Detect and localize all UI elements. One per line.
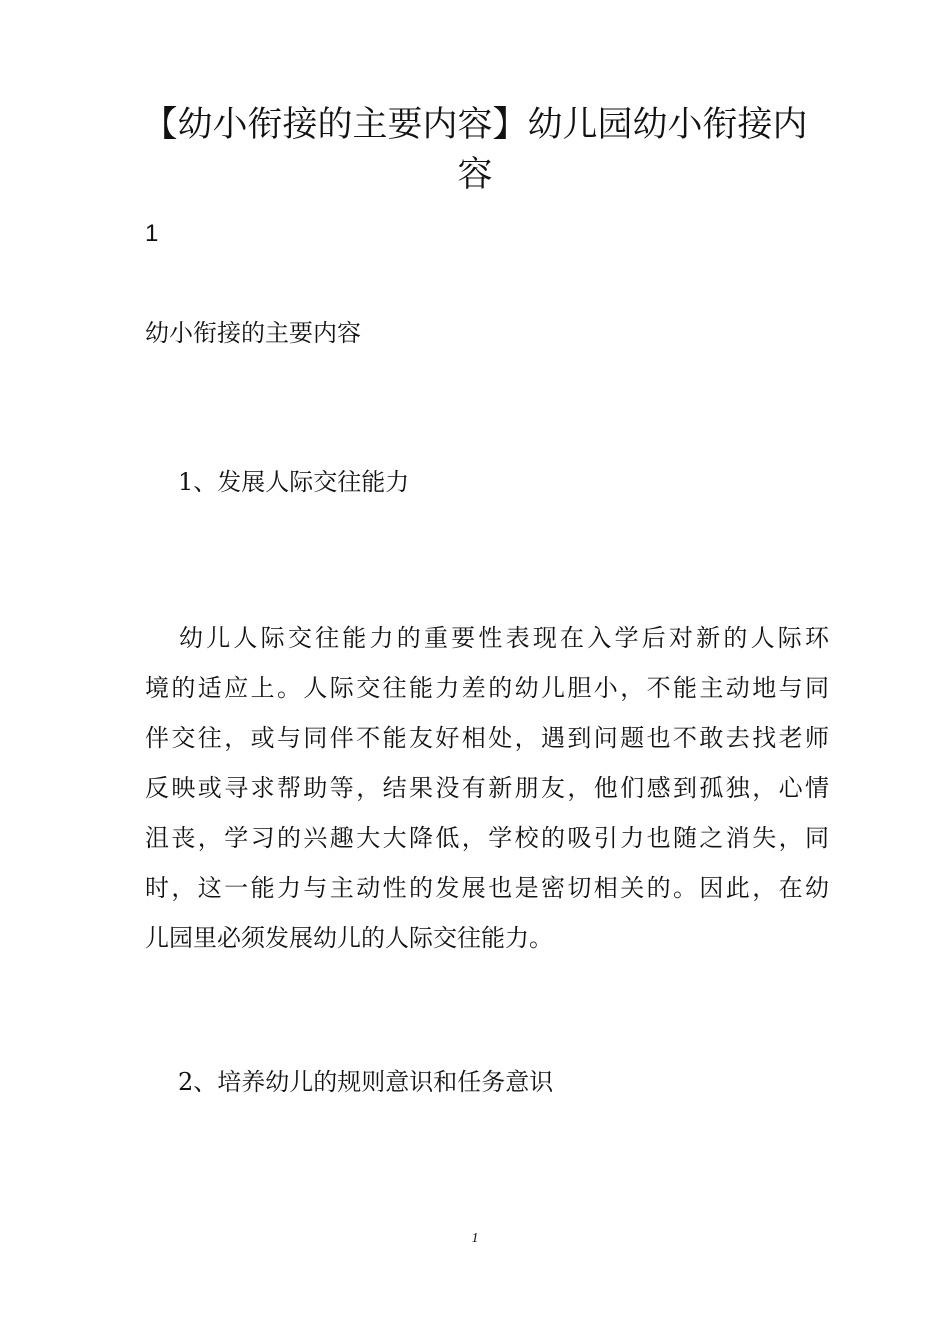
paragraph-line: 反映或寻求帮助等，结果没有新朋友，他们感到孤独，心情 [145,774,829,802]
section-heading-2: 2、培养幼儿的规则意识和任务意识 [178,1068,554,1096]
title-line-2: 容 [457,155,493,195]
document-title [140,100,810,200]
paragraph-line: 沮丧，学习的兴趣大大降低，学校的吸引力也随之消失，同 [145,824,829,852]
title-line-1: 【幼小衔接的主要内容】幼儿园幼小衔接内 [142,105,808,145]
page-number: 1 [471,1231,479,1246]
paragraph-line: 境的适应上。人际交往能力差的幼儿胆小，不能主动地与同 [145,674,829,702]
section-paragraph-1 [145,613,829,963]
paragraph-line: 幼儿人际交往能力的重要性表现在入学后对新的人际环 [179,624,829,652]
document-subtitle: 幼小衔接的主要内容 [145,319,361,347]
paragraph-line: 时，这一能力与主动性的发展也是密切相关的。因此，在幼 [145,874,829,902]
section-heading-1: 1、发展人际交往能力 [178,468,410,496]
paragraph-line: 儿园里必须发展幼儿的人际交往能力。 [145,924,553,952]
document-number: 1 [145,220,159,247]
paragraph-line: 伴交往，或与同伴不能友好相处，遇到问题也不敢去找老师 [145,724,829,752]
